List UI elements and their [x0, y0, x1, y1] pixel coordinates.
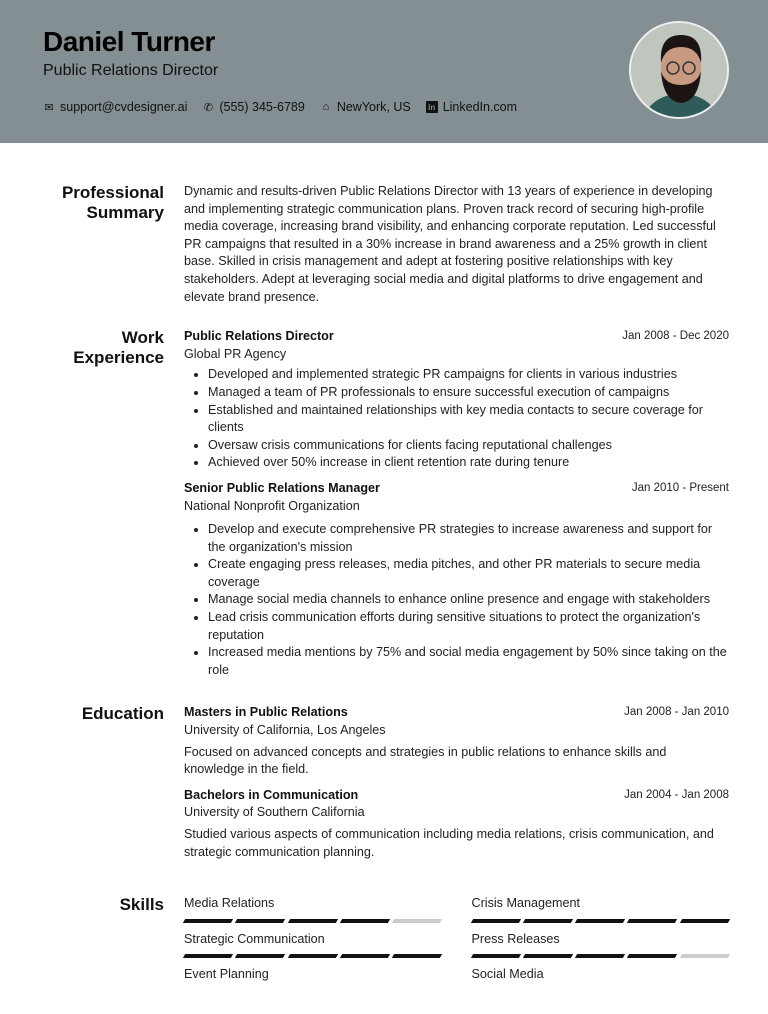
skill-level-bar	[184, 954, 442, 958]
candidate-title: Public Relations Director	[43, 62, 219, 79]
skill-segment	[183, 954, 234, 958]
contact-text: (555) 345-6789	[219, 100, 305, 114]
bullet-item: • Develop and execute comprehensive PR strategies to increase awareness and support for the organization's mission	[208, 521, 729, 556]
skill-segment	[340, 954, 391, 958]
degree: Masters in Public Relations	[184, 705, 348, 720]
education-description: Focused on advanced concepts and strategies in public relations to enhance skills and knowledge in the field.	[184, 744, 667, 777]
bullet-item: • Increased media mentions by 75% and social media engagement by 50% since taking on the role	[208, 644, 729, 679]
job-date: Jan 2008 - Dec 2020	[622, 330, 729, 343]
education-date: Jan 2008 - Jan 2010	[624, 706, 729, 719]
skill-name: Strategic Communication	[184, 931, 325, 946]
skill-segment	[627, 919, 678, 923]
bullet-list	[184, 366, 729, 472]
contact-email[interactable]	[43, 100, 187, 114]
skill-name: Crisis Management	[471, 896, 580, 911]
job-header	[184, 480, 729, 498]
skill-name: Social Media	[471, 967, 544, 982]
skill-segment	[680, 954, 731, 958]
resume-header	[0, 0, 768, 143]
bullet-item: • Managed a team of PR professionals to ensure successful execution of campaigns	[208, 384, 729, 402]
job-title: Senior Public Relations Manager	[184, 480, 380, 495]
bullet-item: • Oversaw crisis communications for clients facing reputational challenges	[208, 437, 729, 455]
bullet-item: • Developed and implemented strategic PR campaigns for clients in various industries	[208, 366, 729, 384]
job-entry	[184, 328, 729, 472]
education-header	[184, 704, 729, 722]
contact-text: NewYork, US	[336, 100, 411, 114]
bullet-item: • Achieved over 50% increase in client retention rate during tenure	[208, 454, 729, 472]
contact-text: support@cvdesigner.ai	[60, 100, 188, 114]
education-date: Jan 2004 - Jan 2008	[624, 788, 729, 801]
skill-level-bar	[472, 954, 730, 958]
skill-item	[472, 931, 730, 959]
skill-segment	[627, 954, 678, 958]
skill-item	[472, 895, 730, 923]
skill-level-bar	[472, 919, 730, 923]
bullet-item: • Lead crisis communication efforts during sensitive situations to protect the organization's reputation	[208, 609, 729, 644]
section-summary	[0, 183, 768, 306]
contact-phone[interactable]	[202, 100, 304, 114]
skill-segment	[235, 919, 286, 923]
skill-level-bar	[184, 919, 442, 923]
skill-segment	[523, 919, 574, 923]
school-name: University of Southern California	[184, 805, 365, 820]
company-name: Global PR Agency	[184, 346, 287, 361]
skill-segment	[287, 919, 338, 923]
bullet-item: • Manage social media channels to enhance online presence and engage with stakeholders	[208, 591, 729, 609]
bullet-list	[184, 521, 729, 679]
envelope-icon: ✉	[44, 101, 54, 114]
skill-segment	[183, 919, 234, 923]
contact-linkedin[interactable]	[426, 100, 517, 114]
section-label: Work Experience	[73, 328, 164, 368]
company-name: National Nonprofit Organization	[184, 498, 360, 513]
job-header	[184, 328, 729, 346]
job-title: Public Relations Director	[184, 329, 334, 344]
skill-item	[184, 895, 442, 923]
skill-segment	[235, 954, 286, 958]
skill-segment	[470, 919, 521, 923]
phone-icon: ✆	[203, 101, 213, 114]
skill-segment	[392, 954, 443, 958]
school-name: University of California, Los Angeles	[184, 723, 386, 738]
skill-segment	[340, 919, 391, 923]
section-label: Education	[81, 704, 164, 724]
section-label: Professional Summary	[61, 183, 164, 222]
skill-segment	[680, 919, 731, 923]
bullet-item: • Established and maintained relationships with key media contacts to secure coverage for clients	[208, 402, 729, 437]
skill-segment	[523, 954, 574, 958]
section-label: Skills	[119, 895, 164, 915]
skill-segment	[575, 954, 626, 958]
education-entry	[184, 704, 729, 778]
skill-segment	[575, 919, 626, 923]
home-icon: ⌂	[322, 101, 330, 113]
job-date: Jan 2010 - Present	[631, 481, 729, 494]
summary-text: Dynamic and results-driven Public Relations Director with 13 years of experience in developing and implementing strategic communication plans. Proven track record of securing high-profile media coverage, increasing brand visibility, and enhancing corporate reputation. Led successful PR campaigns that resulted in a 30% increase in brand awareness and a 25% growth in client base. Skilled in crisis management and adept at fostering positive relationships with key stakeholders. Adept at leveraging social media and digital platforms to drive engagement and elevate brand presence.	[184, 184, 716, 304]
education-entry	[184, 787, 729, 861]
avatar	[629, 21, 729, 119]
skill-name: Media Relations	[184, 896, 275, 911]
job-list	[184, 328, 729, 679]
skill-item	[184, 931, 442, 959]
education-list	[184, 704, 729, 861]
skill-item	[472, 966, 730, 984]
skill-name: Press Releases	[471, 931, 560, 946]
contact-text: LinkedIn.com	[442, 100, 518, 114]
linkedin-icon: in	[426, 101, 438, 113]
skill-segment	[470, 954, 521, 958]
section-education	[0, 704, 768, 861]
education-header	[184, 787, 729, 805]
section-skills	[0, 895, 768, 984]
section-work	[0, 328, 768, 679]
skill-item	[184, 966, 442, 984]
skill-name: Event Planning	[184, 967, 269, 982]
bullet-item: • Create engaging press releases, media pitches, and other PR materials to secure media coverage	[208, 556, 729, 591]
job-entry	[184, 480, 729, 680]
degree: Bachelors in Communication	[184, 787, 359, 802]
skills-grid	[184, 895, 729, 984]
skill-segment	[287, 954, 338, 958]
education-description: Studied various aspects of communication including media relations, crisis communication, and strategic communication planning.	[184, 827, 714, 859]
contact-location	[320, 100, 411, 114]
skill-segment	[392, 919, 443, 923]
candidate-name: Daniel Turner	[43, 26, 215, 57]
